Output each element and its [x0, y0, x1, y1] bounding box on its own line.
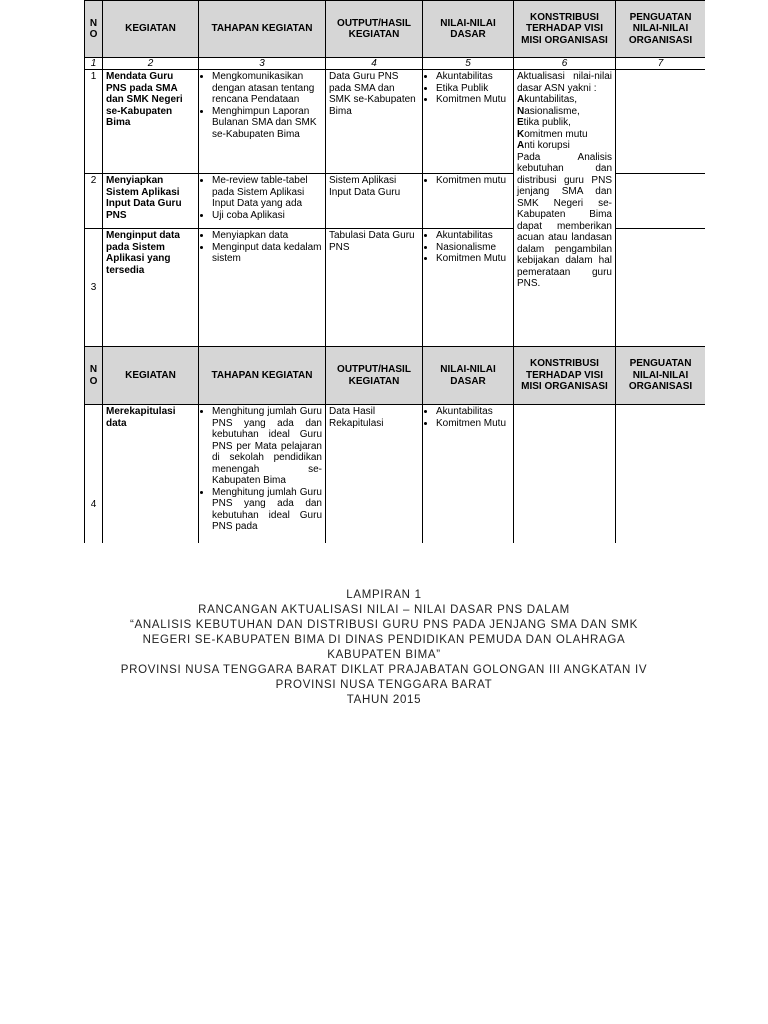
header-output: OUTPUT/HASIL KEGIATAN [326, 1, 423, 58]
header-kegiatan: KEGIATAN [103, 1, 199, 58]
list-item: • Akuntabilitas [436, 406, 510, 418]
col-number: 2 [103, 58, 199, 70]
row-kegiatan: Menginput data pada Sistem Aplikasi yang tersedia [103, 229, 199, 347]
header-kontribusi: KONSTRIBUSI TERHADAP VISI MISI ORGANISASI [514, 347, 616, 405]
lampiran-line: PROVINSI NUSA TENGGARA BARAT [275, 679, 493, 691]
header-no: N O [85, 347, 103, 405]
row-nilai [423, 405, 514, 544]
header-output: OUTPUT/HASIL KEGIATAN [326, 347, 423, 405]
row-output: Sistem Aplikasi Input Data Guru [326, 174, 423, 229]
row-output: Tabulasi Data Guru PNS [326, 229, 423, 347]
row-penguatan [616, 174, 706, 229]
row-output: Data Hasil Rekapitulasi [326, 405, 423, 544]
kontribusi-initial: A [517, 94, 525, 105]
kontribusi-item [517, 140, 612, 152]
list-item: • Menyiapkan data [212, 230, 322, 242]
row-penguatan [616, 229, 706, 347]
kontribusi-rest: nti korupsi [524, 140, 570, 151]
header-kegiatan: KEGIATAN [103, 347, 199, 405]
list-item: • Me-review table-tabel pada Sistem Aplikasi Input Data yang ada [212, 175, 322, 210]
lampiran-line: TAHUN 2015 [346, 694, 422, 706]
row-number: 3 [85, 229, 103, 347]
row-number: 4 [85, 405, 103, 544]
row-kegiatan: Merekapitulasi data [103, 405, 199, 544]
header-penguatan: PENGUATAN NILAI-NILAI ORGANISASI [616, 1, 706, 58]
lampiran-line: NEGERI SE-KABUPATEN BIMA DI DINAS PENDIDIKAN PEMUDA DAN OLAHRAGA [142, 634, 626, 646]
kontribusi-item [517, 106, 612, 118]
list-item: • Menghimpun Laporan Bulanan SMA dan SMK se-Kabupaten Bima [212, 106, 322, 141]
lampiran-line: LAMPIRAN 1 [346, 589, 422, 601]
lampiran-line: “ANALISIS KEBUTUHAN DAN DISTRIBUSI GURU PNS PADA JENJANG SMA DAN SMK [129, 619, 639, 631]
list-item: • Nasionalisme [436, 242, 510, 254]
list-item: • Komitmen mutu [436, 175, 510, 187]
row-tahapan [199, 70, 326, 174]
list-item: • Menginput data kedalam sistem [212, 242, 322, 265]
row-nilai [423, 70, 514, 174]
list-item: • Komitmen Mutu [436, 418, 510, 430]
col-number: 7 [616, 58, 706, 70]
row-kontribusi [514, 405, 616, 544]
row-number: 1 [85, 70, 103, 174]
lampiran-line: KABUPATEN BIMA” [327, 649, 441, 661]
row-tahapan [199, 174, 326, 229]
row-kegiatan: Menyiapkan Sistem Aplikasi Input Data Guru PNS [103, 174, 199, 229]
kontribusi-initial: K [517, 128, 525, 140]
table-row [85, 70, 706, 174]
row-nilai [423, 229, 514, 347]
table-row [85, 405, 706, 544]
header-nilai: NILAI-NILAI DASAR [423, 1, 514, 58]
document-table-page [84, 0, 705, 543]
row-tahapan [199, 405, 326, 544]
table-header-row [85, 1, 706, 58]
kontribusi-body: Pada Analisis kebutuhan dan distribusi guru PNS jenjang SMA dan SMK Negeri se-Kabupaten Bima dapat memberikan acuan atau landasan dalam pengambilan kebijakan dalam hal pemerataan guru PNS. [517, 151, 612, 289]
row-tahapan [199, 229, 326, 347]
col-number: 6 [514, 58, 616, 70]
kontribusi-intro: Aktualisasi nilai-nilai dasar ASN yakni : [517, 71, 612, 94]
header-tahapan: TAHAPAN KEGIATAN [199, 1, 326, 58]
kontribusi-item [517, 117, 612, 129]
lampiran-line: PROVINSI NUSA TENGGARA BARAT DIKLAT PRAJABATAN GOLONGAN III ANGKATAN IV [120, 664, 648, 676]
list-item: • Uji coba Aplikasi [212, 210, 322, 222]
kontribusi-initial: E [517, 117, 524, 128]
row-number: 2 [85, 174, 103, 229]
row-kegiatan: Mendata Guru PNS pada SMA dan SMK Negeri se-Kabupaten Bima [103, 70, 199, 174]
row-penguatan [616, 405, 706, 544]
kontribusi-initial: N [517, 105, 525, 117]
list-item: • Menghitung jumlah Guru PNS yang ada dan kebutuhan ideal Guru PNS per Mata pelajaran di sekolah pendidikan menengah se-Kabupaten Bima [212, 406, 322, 487]
header-tahapan: TAHAPAN KEGIATAN [199, 347, 326, 405]
kontribusi-initial: A [517, 140, 525, 151]
kontribusi-rest: tika publik, [523, 117, 571, 128]
aktualisasi-table [84, 0, 705, 543]
header-penguatan: PENGUATAN NILAI-NILAI ORGANISASI [616, 347, 706, 405]
lampiran-title-block [84, 588, 684, 708]
list-item: • Komitmen Mutu [436, 94, 510, 106]
lampiran-line: RANCANGAN AKTUALISASI NILAI – NILAI DASAR PNS DALAM [198, 604, 570, 616]
col-number: 5 [423, 58, 514, 70]
header-kontribusi: KONSTRIBUSI TERHADAP VISI MISI ORGANISASI [514, 1, 616, 58]
list-item: • Komitmen Mutu [436, 253, 510, 265]
kontribusi-item [517, 129, 612, 141]
col-number: 3 [199, 58, 326, 70]
column-number-row [85, 58, 706, 70]
kontribusi-rest: kuntabilitas, [524, 94, 578, 105]
kontribusi-rest: omitmen mutu [524, 128, 588, 140]
kontribusi-rest: asionalisme, [524, 105, 580, 117]
table-header-row [85, 347, 706, 405]
header-nilai: NILAI-NILAI DASAR [423, 347, 514, 405]
row-penguatan [616, 70, 706, 174]
col-number: 4 [326, 58, 423, 70]
list-item: • Menghitung jumlah Guru PNS yang ada dan kebutuhan ideal Guru PNS pada [212, 487, 322, 533]
col-number: 1 [85, 58, 103, 70]
list-item: • Akuntabilitas [436, 230, 510, 242]
row-nilai [423, 174, 514, 229]
list-item: • Akuntabilitas [436, 71, 510, 83]
row-output: Data Guru PNS pada SMA dan SMK se-Kabupaten Bima [326, 70, 423, 174]
header-no: N O [85, 1, 103, 58]
list-item: • Mengkomunikasikan dengan atasan tentang rencana Pendataan [212, 71, 322, 106]
kontribusi-cell [514, 70, 616, 347]
list-item: • Etika Publik [436, 83, 510, 95]
kontribusi-item [517, 94, 612, 106]
